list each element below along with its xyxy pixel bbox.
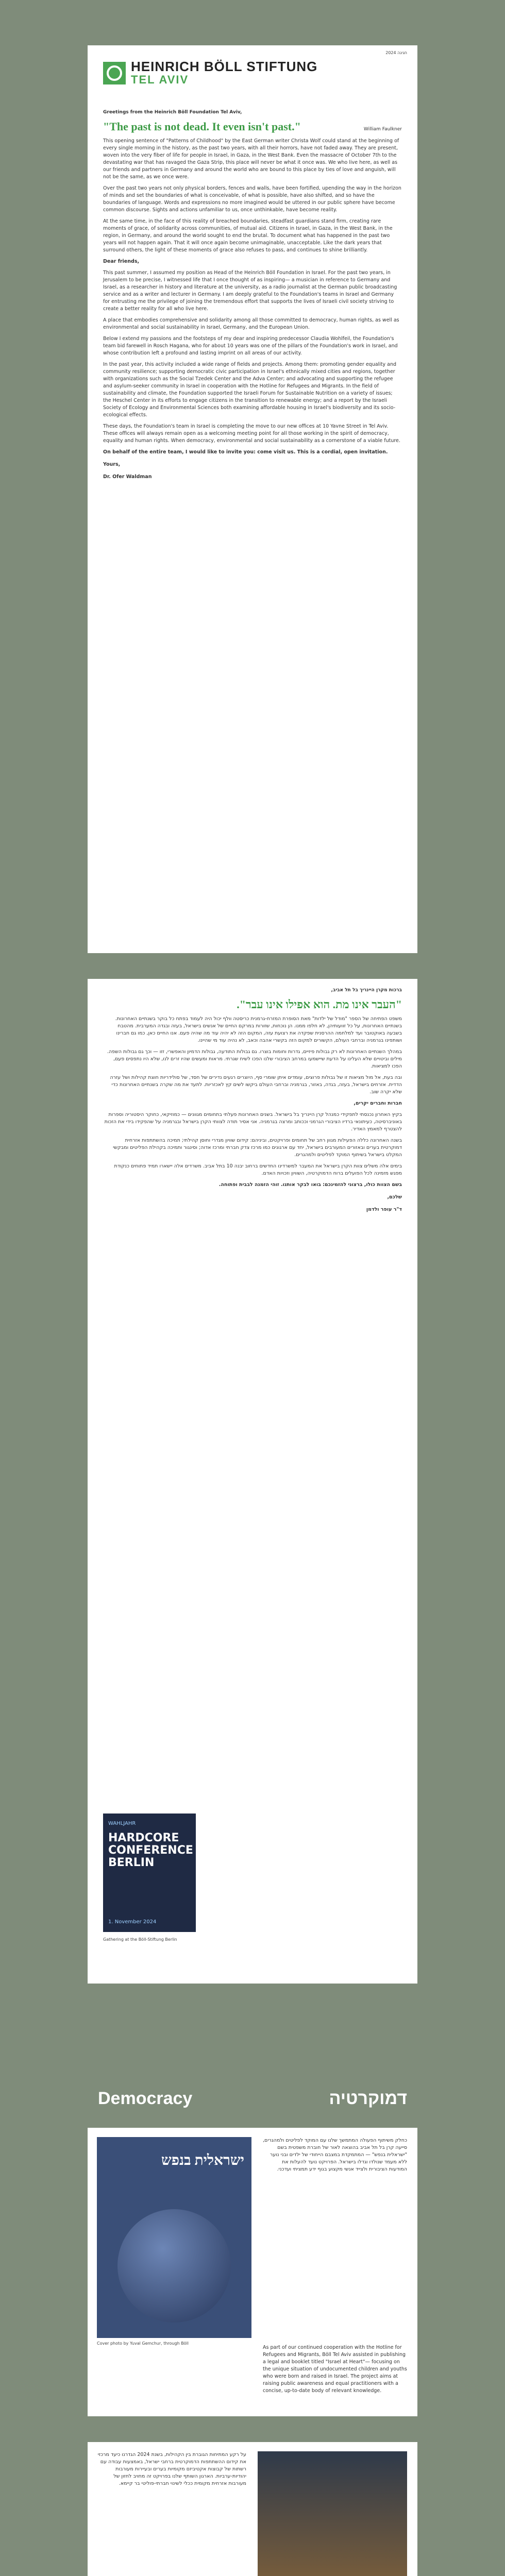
brand-city: TEL AVIV bbox=[131, 73, 189, 86]
democracy-title-he: דמוקרטיה bbox=[329, 2089, 407, 2108]
hebrew-signoff-1: שלכם, bbox=[387, 1194, 402, 1200]
greeting-quote: "The past is not dead. It even isn't past." bbox=[103, 120, 301, 133]
hebrew-paragraph-3: ובה בעת, אל מול מציאות זו של גבולות פרוצים, עומדים איתן שומרי סף, היוצרים רגעים נדירים של חסד, של סולידריות חוצת קהילות ושל עזרה הדדית. אזרחים בישראל, בעזה, בגדה, באזור, בגרמניה וברחבי העולם ביקשו לשים קץ לאכזריות. לתעד את מה שקרה בשנתיים האחרונות כדי שלא יקרה שוב. bbox=[110, 1075, 402, 1095]
signoff-1: Yours, bbox=[103, 462, 121, 467]
democracy-card-1 bbox=[88, 2128, 417, 2416]
body-paragraph-4: In the past year, this activity included a wide range of fields and projects. Among them: promoting gender equality and community resilience; supporting democratic civic participation in Israel's ethnically mixed cities and regions, together with organizations such as the Social Tzedek Center and the Adva Center; and advocating and supporting the refugee and asylum-seeker community in Israel in cooperation with the Hotline for Refugees and Migrants. In the field of sustainability and climate, the Foundation supported the Israeli Forum for Sustainable Nutrition on a variety of issues; the Heschel Center in its efforts to engage citizens in the transition to renewable energy; and a report by the Israeli Society of Ecology and Environmental Sciences both examining affordable housing in Israel's biodiversity and its socio-ecological effects. bbox=[103, 362, 397, 418]
conf-title-line-3: BERLIN bbox=[108, 1856, 155, 1869]
he-book-caption: Cover photo by Yuval Gemchur, through Böll bbox=[97, 2341, 189, 2346]
brand-name: HEINRICH BÖLL STIFTUNG bbox=[131, 59, 318, 74]
hebrew-signoff-2: ד"ר עופר ולדמן bbox=[366, 1207, 402, 1212]
hebrew-paragraph-2: במהלך השנתיים האחרונות לא רק גבולות פיזיים, גדרות וחומות בוצרו. גם גבולות התודעה, גבולות הדמיון והאפשרי, זזו — וכך גם גבולות השפה. מילים וביטויים שלא העלינו על הדעת שיישמעו במרחב הציבורי שלנו הפכו לשיח שגרתי. מראות ומעשים שהיו זרים לנו, שלא היו נתפסים פעם, הפכו למציאות. bbox=[107, 1049, 402, 1069]
israeli-at-heart-cover bbox=[97, 2137, 251, 2338]
hebrew-paragraph-5: בקיץ האחרון נכנסתי לתפקידי כמנהל קרן היינריך בל בישראל. בשנים האחרונות פעלתי בתחומים מגוונים — כמוזיקאי, כחוקר היסטוריה וספרות באוניברסיטה, כעיתונאי ברדיו הציבורי הגרמני וככותב ומרצה בגרמניה. אני אסיר תודה לצוותי הקרן בישראל ובגרמניה על שהפקידו בידי את הזכות להצטרף למאמץ האדיר. bbox=[104, 1112, 402, 1132]
greeting-paragraph-1: This opening sentence of "Patterns of Childhood" by the East German writer Christa Wolf could stand at the beginning of every single morning in the history, as the past two years, with all their horrors, have not faded away. They are present, woven into the very fiber of life for people in Israel, in Gaza, in the West Bank. Even the massacre of October 7th to the devastating war that has ravaged the Gaza Strip, this place will never be what it once was. We who live here, as well as our friends and partners in Germany and around the world who are bound to this place by ties of love and anguish, will not be the same, as we once were. bbox=[103, 138, 399, 180]
democracy-text-he-1: כחלק משיתוף הפעולה המתמשך שלנו עם המוקד לפליטים ולמהגרים, סייעה קרן בל תל אביב בהוצאה לאור של חוברת משפטית בשם "ישראלית בנפש" — המתמקדת במצבם הייחודי של ילדים ובני נוער ללא מעמד שנולדו וגדלו בישראל. הפרויקט נועד להעלות את המודעות הציבורית ולצייד אנשי מקצוע בגוף ידע תמציתי ועדכני. bbox=[263, 2138, 407, 2172]
greeting-paragraph-3: At the same time, in the face of this reality of breached boundaries, steadfast guardians stand firm, creating rare moments of grace, of solidarity across communities, of mutual aid. Citizens in Israel, in Gaza, in the West Bank, in the region, in Germany, and around the world sought to end the brutal. To document what has happened in the past two years will not happen again. That it will once again become unimaginable, unacceptable. Like the dark years that surround others, the light of these moments of grace also refuses to pass, and continues to shine brilliantly. bbox=[103, 218, 393, 253]
close-line: On behalf of the entire team, I would like to invite you: come visit us. This is a cordial, open invitation. bbox=[103, 449, 388, 455]
democracy-text-he-2: על רקע המתיחות הגוברת בין הקהילות, בשנת 2024 הגדרנו כיעד מרכזי את קידום ההשתתפות הדמוקרטית ברחבי ישראל, באמצעות עבודה עם רשתות של קבוצות אקטיביזם מקומיות בערים ובעיירות מעורבות יהודיות-ערביות. הארגון השותף שלנו בפרויקט זה מחויב לחזון של מעורבות אזרחית מקומית ככלי לשינוי חברתי-פוליטי בר קיימא. bbox=[97, 2452, 246, 2486]
quote-credit: William Faulkner bbox=[363, 127, 402, 132]
body-paragraph-1: This past summer, I assumed my position as Head of the Heinrich Böll Foundation in Israel. For the past two years, in Jerusalem to be precise, I witnessed life that I once thought of as inspiring— a musician in reference to Germany and Israel, as a researcher in history and literature at the university, as a radio journalist at the German public broadcasting service and as a writer and lecturer in Germany. I am deeply grateful to the Foundation's teams in Israel and Germany for entrusting me the privilege of joining the tremendous effort that supports the lives of Israeli civil society striving to create a better reality for all who live here. bbox=[103, 270, 397, 312]
dear-friends: Dear friends, bbox=[103, 259, 140, 264]
date-he: חגיגה 2024 bbox=[385, 50, 407, 55]
conf-title-line-2: CONFERENCE bbox=[108, 1844, 193, 1857]
hebrew-paragraph-7: בימים אלה משלים צוות הקרן בישראל את המעבר למשרדינו החדשים ברחוב יבנה 10 בתל אביב. משרדים אלה יישארו תמיד פתוחים כנקודת מפגש מזמינה לכל הפועלים ברוח הדמוקרטיה, השוויון וזכויות האדם. bbox=[114, 1163, 402, 1176]
he-book-title: ישראלית בנפש bbox=[161, 2153, 244, 2168]
header bbox=[88, 45, 417, 107]
yosifoh-photo bbox=[258, 2451, 407, 2576]
body-paragraph-3: Below I extend my passions and the footsteps of my dear and inspiring predecessor Claudia Wohlfeil, the Foundation's team bid farewell in Rosch Hagana, who for about 10 years was one of the pillars of the Foundation's work in Israel, and whose contribution left a profound and lasting imprint on all areas of our activity. bbox=[103, 336, 398, 356]
logo-mark-icon bbox=[103, 62, 126, 84]
greeting-heading: Greetings from the Heinrich Böll Foundation Tel Aviv, bbox=[103, 110, 242, 115]
hebrew-paragraph-1: משפט הפתיחה של הספר "מודל של ילדות" מאת הסופרת המזרח-גרמנית כריסטה וולף יכול היה לעמוד בפתח כל בוקר בשנתיים האחרונות. בשנתיים האחרונות, על כל זוועותיהן, לא חלפו ממנו. הן נוכחות, שזורות במרקם החיים של אנשים בישראל, בעזה ובגדה המערבית. מהטבח בשבעה באוקטובר ועד למלחמה ההרסנית שפקדה את רצועת עזה, המקום הזה לא יהיה עוד מה שהיה פעם. אנו החיים כאן, כמו גם חברינו ושותפינו בגרמניה וברחבי העולם, הקשורים למקום הזה בקשרי אהבה וכאב, לא נהיה עוד מי שהיינו. bbox=[115, 1016, 402, 1043]
hebrew-greeting-heading: ברכות מקרן היינריך בל תל אביב, bbox=[331, 988, 402, 993]
conf-date: 1. November 2024 bbox=[108, 1919, 157, 1925]
brand-logo[interactable] bbox=[103, 60, 317, 87]
hebrew-paragraph-6: בשנה האחרונה כללה הפעילות מגוון רחב של תחומים ופרויקטים, וביניהם: קידום שוויון מגדרי וחוסן קהילתי; תמיכה בהשתתפות אזרחית דמוקרטית בערים ובאזורים המעורבים בישראל, יחד עם ארגונים כמו מרכז צדק חברתי ומרכז אדוה; וסינגור ותמיכה בקהילת הפליטים ומבקשי המקלט בישראל בשיתוף המוקד לפליטים ולמהגרים. bbox=[113, 1138, 402, 1158]
body-paragraph-5: These days, the Foundation's team in Israel is completing the move to our new offices at 10 Yavne Street in Tel Aviv. These offices will always remain open as a welcoming meeting point for all those working in the spirit of democracy, equality and human rights. When democracy, environmental and social sustainability as a cornerstone of a viable future. bbox=[103, 423, 400, 444]
body-paragraph-2: A place that embodies comprehensive and solidarity among all those committed to democracy, human rights, as well as environmental and social sustainability in Israel, Germany, and the European Union. bbox=[103, 317, 399, 330]
conf-overline: WAHLJAHR bbox=[108, 1821, 136, 1826]
democracy-title-en: Democracy bbox=[98, 2089, 193, 2108]
hebrew-quote: "העבר אינו מת. הוא אפילו אינו עבר". bbox=[237, 998, 402, 1011]
hebrew-letter-panel bbox=[88, 979, 417, 1984]
democracy-text-en-1: As part of our continued cooperation with the Hotline for Refugees and Migrants, Böll Tel Aviv assisted in publishing a legal and booklet titled "Israel at Heart"— focusing on the unique situation of undocumented children and youths who were born and raised in Israel. The project aims at raising public awareness and equal practitioners with a concise, up-to-date body of relevant knowledge. bbox=[263, 2345, 407, 2394]
hebrew-paragraph-8: בשם הצוות כולו, ברצוני להזמינכם: בואו לבקר אותנו. זוהי הזמנה לבבית ופתוחה. bbox=[218, 1182, 402, 1188]
conference-image bbox=[103, 1814, 196, 1932]
signoff-2: Dr. Ofer Waldman bbox=[103, 474, 152, 480]
conf-caption: Gathering at the Böll-Stiftung Berlin bbox=[103, 1937, 177, 1942]
conf-title-line-1: HARDCORE bbox=[108, 1832, 179, 1844]
democracy-band bbox=[0, 2081, 505, 2117]
democracy-card-2 bbox=[88, 2442, 417, 2576]
greeting-paragraph-2: Over the past two years not only physical borders, fences and walls, have been fortified, upending the way in the horizon of minds and set the boundaries of what is conceivable, of what is possible, have also shifted, and so have the boundaries of language. Words and expressions no more imagined would be uttered in our public sphere have become common discourse. Sights and actions unfamiliar to us, once unthinkable, have become reality. bbox=[103, 185, 401, 213]
letter-panel bbox=[88, 103, 417, 953]
hebrew-paragraph-4: חברות וחברים יקרים, bbox=[354, 1100, 402, 1106]
